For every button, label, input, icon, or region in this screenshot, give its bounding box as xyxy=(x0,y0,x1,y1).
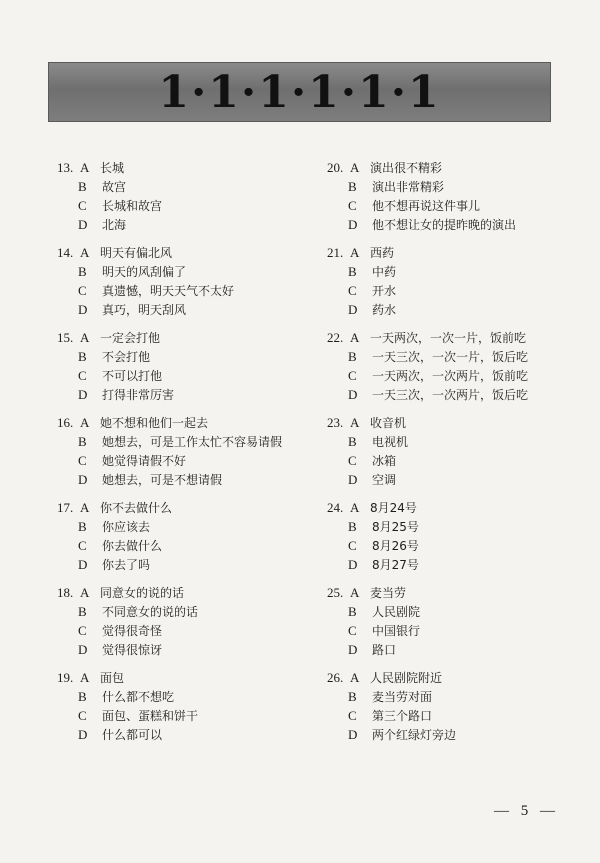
question-20 xyxy=(318,158,558,243)
number-dot: . xyxy=(70,160,74,175)
option-c xyxy=(48,196,288,215)
number-dot: . xyxy=(70,330,74,345)
question-13 xyxy=(48,158,288,243)
question-17 xyxy=(48,498,288,583)
number-dot: . xyxy=(70,415,74,430)
section-banner xyxy=(48,62,551,122)
option-d xyxy=(318,300,558,319)
option-a xyxy=(48,498,288,517)
option-letter: B xyxy=(348,349,357,364)
option-text: 她想去，可是不想请假 xyxy=(102,473,223,487)
option-b xyxy=(318,347,558,366)
option-letter: B xyxy=(78,519,87,534)
option-text: 电视机 xyxy=(372,435,409,449)
option-letter: D xyxy=(78,727,88,742)
question-number: 19 xyxy=(57,670,70,685)
option-c xyxy=(48,451,288,470)
option-c xyxy=(318,706,558,725)
option-letter: B xyxy=(348,519,357,534)
question-15 xyxy=(48,328,288,413)
option-text: 不同意女的说的话 xyxy=(102,605,199,619)
option-b xyxy=(48,517,288,536)
option-letter: C xyxy=(348,538,357,553)
option-d xyxy=(318,555,558,574)
option-letter: C xyxy=(78,198,87,213)
option-letter: B xyxy=(348,434,357,449)
question-number: 13 xyxy=(57,160,70,175)
option-letter: B xyxy=(78,689,87,704)
question-number: 15 xyxy=(57,330,70,345)
option-letter: D xyxy=(78,387,88,402)
option-text: 收音机 xyxy=(370,416,407,430)
option-d xyxy=(48,300,288,319)
option-text: 你不去做什么 xyxy=(100,501,173,515)
number-dot: . xyxy=(70,500,74,515)
option-letter: C xyxy=(78,453,87,468)
option-letter: A xyxy=(80,500,90,515)
option-b xyxy=(48,347,288,366)
right-question-column xyxy=(318,158,558,753)
option-b xyxy=(48,602,288,621)
option-a xyxy=(48,668,288,687)
option-c xyxy=(48,281,288,300)
option-letter: B xyxy=(348,264,357,279)
option-d xyxy=(318,725,558,744)
option-text: 面包、蛋糕和饼干 xyxy=(102,709,199,723)
option-a xyxy=(48,583,288,602)
number-dot: . xyxy=(340,500,344,515)
option-letter: B xyxy=(78,434,87,449)
option-text: 冰箱 xyxy=(372,454,397,468)
option-b xyxy=(318,262,558,281)
option-text: 你去了吗 xyxy=(102,558,151,572)
question-19 xyxy=(48,668,288,753)
option-a xyxy=(318,498,558,517)
option-text: 空调 xyxy=(372,473,397,487)
question-23 xyxy=(318,413,558,498)
option-b xyxy=(318,177,558,196)
option-text: 故宫 xyxy=(102,180,127,194)
option-letter: A xyxy=(80,330,90,345)
option-text: 长城 xyxy=(100,161,125,175)
option-letter: C xyxy=(78,623,87,638)
option-letter: D xyxy=(78,217,88,232)
option-c xyxy=(48,706,288,725)
option-letter: D xyxy=(348,472,358,487)
option-text: 她觉得请假不好 xyxy=(102,454,187,468)
option-a xyxy=(318,413,558,432)
question-number: 24 xyxy=(327,500,340,515)
option-a xyxy=(318,668,558,687)
option-text: 你应该去 xyxy=(102,520,151,534)
number-dot: . xyxy=(70,670,74,685)
option-text: 两个红绿灯旁边 xyxy=(372,728,457,742)
option-text: 真巧，明天刮风 xyxy=(102,303,187,317)
option-letter: D xyxy=(348,217,358,232)
option-text: 人民剧院 xyxy=(372,605,421,619)
option-d xyxy=(48,555,288,574)
option-text: 药水 xyxy=(372,303,397,317)
question-21 xyxy=(318,243,558,328)
option-text: 明天的风刮偏了 xyxy=(102,265,187,279)
number-dot: . xyxy=(340,670,344,685)
option-letter: D xyxy=(78,302,88,317)
option-text: 明天有偏北风 xyxy=(100,246,173,260)
option-text: 面包 xyxy=(100,671,125,685)
option-text: 他不想再说这件事儿 xyxy=(372,199,481,213)
option-text: 什么都不想吃 xyxy=(102,690,175,704)
question-18 xyxy=(48,583,288,668)
option-c xyxy=(48,536,288,555)
option-letter: D xyxy=(348,302,358,317)
option-a xyxy=(48,158,288,177)
option-a xyxy=(48,243,288,262)
option-text: 一天两次，一次一片，饭前吃 xyxy=(370,331,527,345)
option-c xyxy=(318,536,558,555)
option-text: 你去做什么 xyxy=(102,539,163,553)
option-text: 什么都可以 xyxy=(102,728,163,742)
page-number: — 5 — xyxy=(494,803,559,819)
option-text: 西药 xyxy=(370,246,395,260)
option-d xyxy=(48,385,288,404)
option-c xyxy=(318,281,558,300)
number-dot: . xyxy=(340,330,344,345)
option-d xyxy=(318,640,558,659)
option-letter: C xyxy=(348,283,357,298)
option-text: 第三个路口 xyxy=(372,709,433,723)
option-letter: C xyxy=(78,708,87,723)
question-26 xyxy=(318,668,558,753)
option-letter: A xyxy=(80,585,90,600)
option-text: 同意女的说的话 xyxy=(100,586,185,600)
option-text: 她想去，可是工作太忙不容易请假 xyxy=(102,435,283,449)
option-d xyxy=(48,725,288,744)
option-text: 觉得很奇怪 xyxy=(102,624,163,638)
option-text: 麦当劳对面 xyxy=(372,690,433,704)
option-text: 他不想让女的提昨晚的演出 xyxy=(372,218,517,232)
question-number: 17 xyxy=(57,500,70,515)
option-b xyxy=(48,432,288,451)
option-c xyxy=(318,366,558,385)
option-letter: C xyxy=(348,453,357,468)
option-d xyxy=(48,640,288,659)
option-b xyxy=(48,687,288,706)
option-b xyxy=(318,602,558,621)
option-text: 真遗憾，明天天气不太好 xyxy=(102,284,235,298)
option-text: 开水 xyxy=(372,284,397,298)
option-text: 演出很不精彩 xyxy=(370,161,443,175)
option-letter: A xyxy=(350,415,360,430)
option-letter: B xyxy=(348,179,357,194)
option-letter: B xyxy=(78,604,87,619)
option-d xyxy=(318,385,558,404)
option-letter: B xyxy=(78,179,87,194)
option-a xyxy=(318,583,558,602)
option-a xyxy=(318,158,558,177)
option-b xyxy=(318,687,558,706)
option-letter: A xyxy=(350,585,360,600)
option-c xyxy=(318,451,558,470)
option-b xyxy=(48,177,288,196)
option-text: 不会打他 xyxy=(102,350,151,364)
option-text: 8月26号 xyxy=(372,539,419,553)
option-letter: A xyxy=(350,160,360,175)
option-letter: B xyxy=(78,349,87,364)
option-text: 北海 xyxy=(102,218,127,232)
left-question-column xyxy=(48,158,288,753)
question-25 xyxy=(318,583,558,668)
option-text: 一天两次，一次两片，饭前吃 xyxy=(372,369,529,383)
option-text: 长城和故宫 xyxy=(102,199,163,213)
question-number: 16 xyxy=(57,415,70,430)
option-d xyxy=(318,215,558,234)
question-number: 20 xyxy=(327,160,340,175)
option-c xyxy=(48,621,288,640)
option-b xyxy=(318,517,558,536)
option-d xyxy=(48,470,288,489)
question-22 xyxy=(318,328,558,413)
question-number: 26 xyxy=(327,670,340,685)
option-letter: B xyxy=(78,264,87,279)
number-dot: . xyxy=(70,585,74,600)
number-dot: . xyxy=(340,160,344,175)
option-letter: C xyxy=(348,708,357,723)
question-24 xyxy=(318,498,558,583)
question-number: 18 xyxy=(57,585,70,600)
option-letter: D xyxy=(78,472,88,487)
option-text: 麦当劳 xyxy=(370,586,407,600)
option-letter: A xyxy=(80,415,90,430)
option-text: 一天三次，一次两片，饭后吃 xyxy=(372,388,529,402)
question-number: 14 xyxy=(57,245,70,260)
option-letter: D xyxy=(78,642,88,657)
number-dot: . xyxy=(340,245,344,260)
option-letter: D xyxy=(78,557,88,572)
option-text: 觉得很惊讶 xyxy=(102,643,163,657)
option-text: 演出非常精彩 xyxy=(372,180,445,194)
option-text: 一定会打他 xyxy=(100,331,161,345)
option-text: 8月25号 xyxy=(372,520,419,534)
option-b xyxy=(318,432,558,451)
option-text: 路口 xyxy=(372,643,397,657)
option-letter: D xyxy=(348,642,358,657)
option-text: 8月24号 xyxy=(370,501,417,515)
option-letter: D xyxy=(348,557,358,572)
question-14 xyxy=(48,243,288,328)
option-d xyxy=(318,470,558,489)
option-text: 她不想和他们一起去 xyxy=(100,416,209,430)
option-letter: C xyxy=(348,198,357,213)
option-letter: C xyxy=(78,538,87,553)
option-text: 中药 xyxy=(372,265,397,279)
option-letter: B xyxy=(348,604,357,619)
option-text: 人民剧院附近 xyxy=(370,671,443,685)
option-text: 打得非常厉害 xyxy=(102,388,175,402)
number-dot: . xyxy=(340,415,344,430)
option-letter: A xyxy=(350,330,360,345)
question-16 xyxy=(48,413,288,498)
option-text: 不可以打他 xyxy=(102,369,163,383)
option-letter: C xyxy=(348,623,357,638)
option-letter: A xyxy=(350,245,360,260)
option-letter: A xyxy=(350,670,360,685)
option-letter: C xyxy=(348,368,357,383)
option-a xyxy=(48,413,288,432)
option-c xyxy=(318,196,558,215)
option-letter: C xyxy=(78,283,87,298)
option-letter: D xyxy=(348,727,358,742)
number-dot: . xyxy=(70,245,74,260)
option-letter: D xyxy=(348,387,358,402)
number-dot: . xyxy=(340,585,344,600)
option-b xyxy=(48,262,288,281)
option-letter: A xyxy=(350,500,360,515)
question-number: 22 xyxy=(327,330,340,345)
option-text: 8月27号 xyxy=(372,558,419,572)
option-a xyxy=(318,328,558,347)
option-c xyxy=(318,621,558,640)
option-letter: B xyxy=(348,689,357,704)
option-text: 一天三次，一次一片，饭后吃 xyxy=(372,350,529,364)
banner-text: 1·1·1·1·1·1 xyxy=(158,66,441,118)
option-a xyxy=(48,328,288,347)
option-a xyxy=(318,243,558,262)
option-d xyxy=(48,215,288,234)
option-letter: A xyxy=(80,160,90,175)
option-letter: C xyxy=(78,368,87,383)
option-letter: A xyxy=(80,670,90,685)
option-c xyxy=(48,366,288,385)
question-number: 21 xyxy=(327,245,340,260)
question-number: 23 xyxy=(327,415,340,430)
option-text: 中国银行 xyxy=(372,624,421,638)
option-letter: A xyxy=(80,245,90,260)
question-number: 25 xyxy=(327,585,340,600)
